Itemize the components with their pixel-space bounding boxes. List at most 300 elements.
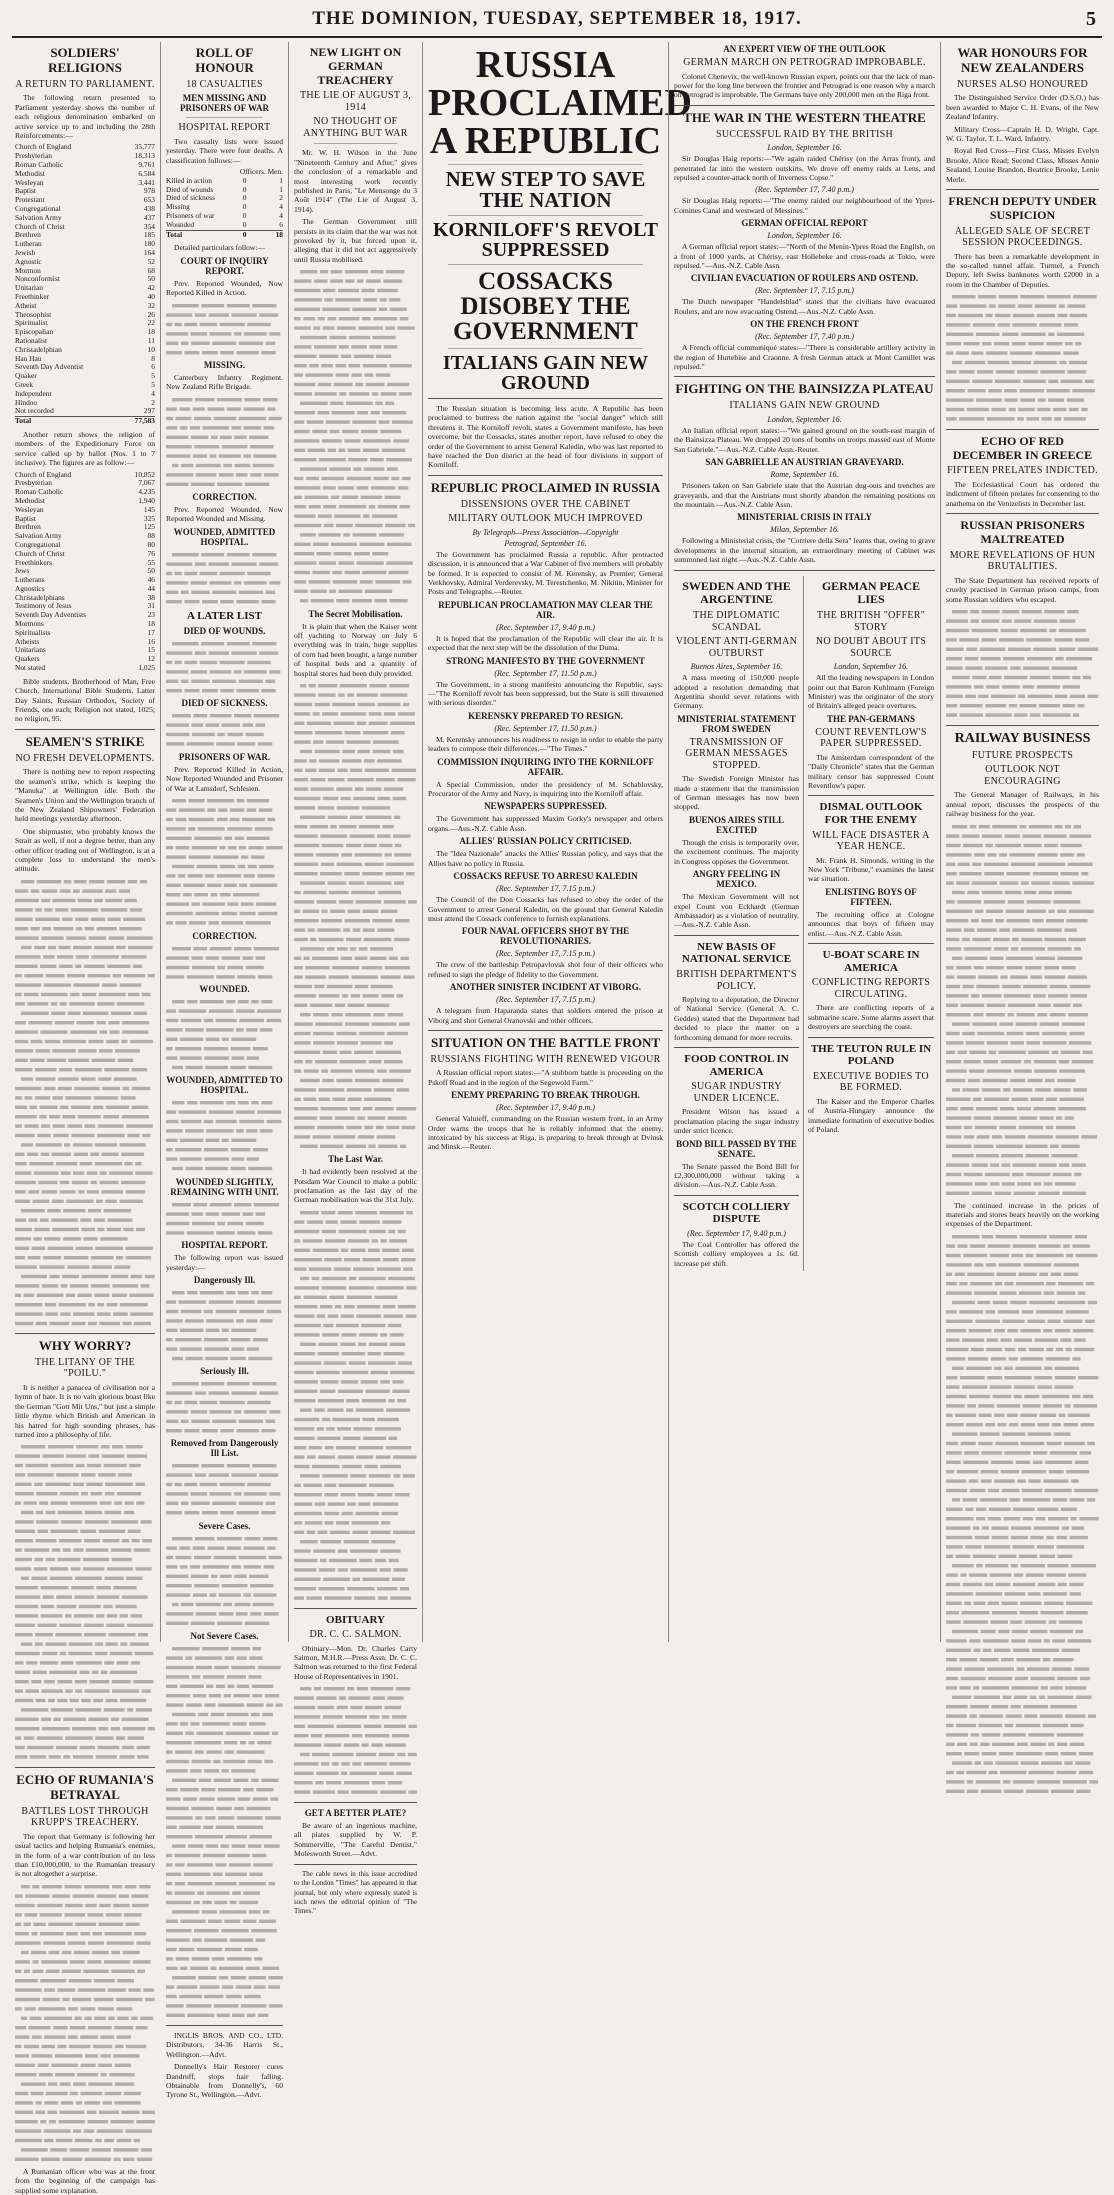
text-block-texture	[294, 1208, 417, 1603]
row-value: 0	[242, 219, 247, 229]
removed-list-body	[166, 1461, 283, 1517]
row-label: Missing	[166, 202, 190, 212]
column-2	[160, 42, 288, 2100]
san-gabriele-dateline: Rome, September 16.	[770, 470, 839, 480]
text-block-texture	[166, 1200, 283, 1238]
row-value: 0	[242, 193, 247, 203]
table-row	[15, 293, 155, 302]
seriously-ill-heading: Seriously Ill.	[200, 1366, 249, 1377]
wounded-hospital-body	[166, 1098, 283, 1173]
row-value: 9,761	[138, 160, 155, 169]
seamens-strike-subheading: NO FRESH DEVELOPMENTS.	[15, 752, 155, 764]
row-label: Seventh Day Adventist	[15, 362, 84, 372]
row-label: Killed in action	[166, 175, 212, 185]
wounded-admitted-body	[166, 550, 283, 606]
died-of-sickness-heading: DIED OF SICKNESS.	[181, 698, 268, 709]
row-value: 5	[151, 379, 155, 389]
row-label: Freethinkers	[15, 557, 52, 567]
bainsizza-dateline: London, September 16.	[767, 414, 842, 424]
row-value: 1,940	[138, 495, 155, 505]
row-value: 52	[147, 256, 155, 266]
table-total-row	[166, 230, 283, 239]
masthead-title: THE DOMINION, TUESDAY, SEPTEMBER 18, 1917.	[312, 8, 802, 29]
future-prospects-subheading: FUTURE PROSPECTS	[971, 749, 1074, 761]
row-value: 2	[279, 193, 283, 203]
row-value: 44	[147, 583, 155, 593]
correction-text: Prev. Reported Wounded, Now Reported Wounded and Missing.	[166, 504, 283, 524]
row-value: 16	[147, 636, 155, 646]
court-inquiry-heading: COURT OF INQUIRY REPORT.	[180, 255, 269, 276]
text-block-texture	[294, 681, 417, 1151]
row-value: 437	[143, 212, 155, 222]
buenos-aires-text: Though the crisis is temporarily over, the excitement continues. The majority in Congress opposes the Government.	[674, 837, 799, 866]
treachery-paragraph-3: It is plain that when the Kaiser went off yachting to Norway on July 6 everything was in train, huge supplies of corn had been bought, a large number of hospital beds and a quantity of hospital stores had been duly provided.	[294, 621, 418, 678]
row-value: 185	[143, 230, 155, 240]
french-front-received: (Rec. September 17, 7.40 p.m.)	[755, 332, 854, 342]
dismal-outlook-text: Mr. Frank H. Simonds, writing in the New York "Tribune," examines the latest war situation.	[808, 855, 934, 884]
expert-view-text: Colonel Chenevix, the well-known Russian expert, points out that the lack of man-power for the long line between the frontier and Petrograd is one reason why a march on Petrograd is improbable. The Germans have only 200,000 men on the Riga front.	[674, 71, 935, 100]
war-honours-text: The Distinguished Service Order (D.S.O.) has been awarded to Major C. H. Evans, of the New Zealand Infantry.	[946, 93, 1099, 122]
row-value: 46	[147, 575, 155, 585]
received-3: (Rec. September 17, 11.50 p.m.)	[494, 723, 597, 733]
republic-text: The Government has proclaimed Russia a republic. After protracted discussion, it is announced that a War Cabinet of five members will probably be formed. It is expected to consist of M. Kerensky, as Premier; General Verkhovsky, Admiral Verderevsky, M. Terestchenko, M. Nikitin, Minister for Posts and Telegraphs.—Reuter.	[428, 549, 663, 597]
text-block-texture	[166, 550, 283, 606]
ministerial-crisis-text: Following a Ministerial crisis, the "Corriere della Sera" learns that, owing to grave developments in the internal situation, an extraordinary meeting of Cabinet was summoned last night.—Aus.-N.Z. Cable Assn.	[674, 536, 935, 565]
prisoners-of-war-heading: PRISONERS OF WAR.	[178, 751, 271, 762]
text-block-texture	[166, 1461, 283, 1517]
treachery-paragraph-2: The German Government still persists in its claim that the war was not provoked by it, but forced upon it, alleging that it did not act aggressively until Russia mobilised.	[294, 217, 417, 264]
not-severe-heading: Not Severe Cases.	[190, 1630, 259, 1641]
sweden-argentine-heading: SWEDEN AND THE ARGENTINE	[682, 578, 791, 607]
row-label: Roman Catholic	[15, 487, 64, 497]
french-deputy-heading: FRENCH DEPUTY UNDER SUSPICION	[948, 194, 1097, 222]
mexico-heading: ANGRY FEELING IN MEXICO.	[692, 869, 781, 890]
soldiers-religions-subheading: A RETURN TO PARLIAMENT.	[15, 78, 155, 90]
german-official-text: A German official report states:—"North of the Menin-Ypres Road the English, on a front of 1000 yards, at Chérisy, east Hollebeke and cross-roads at Tokio, were repulsed."—Aus.-N.Z. Cable Assn.	[674, 242, 935, 270]
row-label: Presbyterian	[15, 478, 52, 488]
roulers-heading: CIVILIAN EVACUATION OF ROULERS AND OSTEND.	[690, 273, 919, 284]
row-value: 22	[147, 318, 155, 328]
western-text-2: Sir Douglas Haig reports:—"The enemy raided our neighbourhood of the Ypres-Comines Canal and westward of Messines."	[674, 196, 935, 215]
wounded-heading: WOUNDED.	[199, 984, 250, 995]
russia-republic-headline: RUSSIA PROCLAIMED A REPUBLIC	[428, 44, 692, 162]
correction-2-body	[166, 944, 283, 982]
row-value: 1	[279, 184, 283, 194]
western-dateline: London, September 16.	[767, 143, 842, 153]
column-5b	[804, 576, 934, 1138]
why-worry-heading: WHY WORRY?	[38, 1337, 132, 1353]
colliery-dispute-text: The Coal Controller has offered the Scottish colliery employees a 1s. 6d. increase per shift.	[674, 1240, 799, 1268]
total-value: 77,583	[123, 417, 155, 426]
page-number: 5	[1086, 8, 1096, 30]
correction-heading: CORRECTION.	[192, 491, 257, 502]
row-value: 40	[147, 291, 155, 301]
row-label: Methodist	[15, 495, 45, 505]
casualty-summary-table	[166, 168, 283, 239]
san-gabriele-text: Prisoners taken on San Gabriele state that the Austrian dug-outs and trenches are graveyards, and that the Austrians must shortly abandon the remaining positions on the mountain.—Aus.-N.Z. Cable Assn.	[674, 481, 935, 509]
treachery-paragraph-4: It had evidently been resolved at the Potsdam War Council to make a public proclamation as the last day of the German mobilisation was the 31st July.	[294, 1167, 417, 1205]
row-value: 653	[143, 195, 155, 205]
text-block-texture	[946, 822, 1099, 1198]
cossacks-headline: COSSACKS DISOBEY THE GOVERNMENT	[453, 268, 638, 345]
row-label: Congregational	[15, 539, 61, 549]
seriously-ill-body	[166, 1379, 283, 1435]
seamens-strike-heading: SEAMEN'S STRIKE	[25, 733, 145, 749]
western-theatre-subheading: SUCCESSFUL RAID BY THE BRITISH	[716, 128, 893, 140]
casualties-count: 18 CASUALTIES	[186, 78, 263, 90]
row-value: 23	[147, 610, 155, 620]
died-of-wounds-body	[166, 639, 283, 695]
row-label: Quaker	[15, 371, 37, 381]
treachery-body-3	[294, 1208, 417, 1603]
row-label: Methodist	[15, 168, 45, 178]
food-control-subheading: SUGAR INDUSTRY UNDER LICENCE.	[691, 1081, 782, 1104]
strike-paragraph-1: There is nothing new to report respecting the seamen's strike, which is keeping the "Manuka" at Wellington idle. Both the Seamen's Union and the Wellington branch of the New Zealand Shipowners' Federation held meetings yesterday afternoon.	[15, 767, 155, 824]
row-value: 10,852	[134, 469, 155, 479]
row-label: Unitarian	[15, 283, 43, 293]
transmission-subheading: TRANSMISSION OF GERMAN MESSAGES STOPPED.	[685, 736, 788, 771]
row-value: 125	[143, 522, 155, 532]
viborg-text: A telegram from Haparanda states that soldiers entered the prison at Viborg and shot General Oranovski and other officers.	[428, 1006, 663, 1025]
no-thought-subheading: NO THOUGHT OF ANYTHING BUT WAR	[303, 116, 408, 139]
enlisting-boys-text: The recruiting office at Cologne announces that boys of fifteen may enlist.—Aus.-N.Z. Cable Assn.	[808, 909, 934, 938]
row-label: Presbyterian	[15, 151, 52, 161]
naval-officers-text: The crew of the battleship Petropavlovsk shot four of their officers who refused to sign the pledge of fidelity to the Government.	[428, 960, 663, 979]
roulers-received: (Rec. September 17, 7.15 p.m.)	[755, 286, 854, 296]
row-value: 18	[147, 327, 155, 337]
bainsizza-subheading: ITALIANS GAIN NEW GROUND	[729, 400, 880, 412]
french-front-heading: ON THE FRENCH FRONT	[750, 319, 859, 330]
text-block-texture	[166, 1098, 283, 1173]
expert-view-heading: AN EXPERT VIEW OF THE OUTLOOK	[723, 44, 886, 54]
total-label: Total	[166, 230, 228, 239]
treachery-body-1	[294, 267, 417, 605]
better-plate-advert: Be aware of an ingenious machine, all plates supplied by W. P. Sommerville, "The Careful Dentist," Molesworth Street.—Advt.	[294, 1821, 417, 1859]
row-label: Brethren	[15, 230, 41, 240]
severe-cases-body	[166, 1534, 283, 1628]
row-label: Protestant	[15, 195, 45, 205]
text-block-texture	[166, 395, 283, 489]
treachery-paragraph-1: Mr. W. H. Wilson in the June "Nineteenth Century and After," gives the conclusion of a remarkable and most interesting work recently published in Paris, "Le Mensonge du 3 Août 1914" (The Lie of August 3, 1914).	[294, 148, 417, 214]
mexico-text: The Mexican Government will not expel Count von Eckhardt (German Ambassador) as a violation of neutrality.—Aus.-N.Z. Cable Assn.	[674, 892, 799, 930]
row-value: 145	[143, 504, 155, 514]
cossacks-refuse-text: The Council of the Don Cossacks has refused to obey the order of the Government to arrest General Kaledin, on the ground that General Kaledin must attend the Cossack conference to furnish explanations.	[428, 895, 663, 923]
row-label: Mormons	[15, 619, 44, 629]
row-value: 180	[143, 239, 155, 249]
row-value: 4	[279, 202, 283, 212]
red-cross-text: Royal Red Cross—First Class, Misses Evelyn Brooke, Alice Read; Second Class, Misses Annie Sealand, Louise Brandon, Beatrice Brooke, Lenie Merle.	[946, 146, 1099, 184]
row-label: Atheist	[15, 300, 37, 310]
row-value: 15	[147, 645, 155, 655]
total-value: 0	[228, 230, 246, 239]
row-value: 88	[147, 531, 155, 541]
row-value: 80	[147, 539, 155, 549]
secret-mobilisation-heading: The Secret Mobilisation.	[308, 608, 403, 619]
republic-proclaimed-heading: REPUBLIC PROCLAIMED IN RUSSIA	[430, 479, 661, 495]
row-value: 0	[242, 175, 247, 185]
row-label: Died of wounds	[166, 184, 214, 194]
row-label: Agnostics	[15, 583, 45, 593]
bond-bill-heading: BOND BILL PASSED BY THE SENATE.	[676, 1138, 797, 1159]
railway-body-2	[946, 1232, 1099, 1796]
ministerial-statement-text: The Swedish Foreign Minister has made a statement that the transmission of German messages has now been stopped.	[674, 774, 799, 812]
table-row	[15, 407, 155, 416]
summary-header: Officers. Men.	[239, 167, 283, 177]
uboat-scare-heading: U-BOAT SCARE IN AMERICA	[822, 949, 920, 974]
colliery-received: (Rec. September 17, 9.40 p.m.)	[687, 1229, 786, 1239]
battle-front-subheading: RUSSIANS FIGHTING WITH RENEWED VIGOUR	[430, 1053, 661, 1065]
row-label: Not recorded	[15, 406, 54, 416]
german-official-heading: GERMAN OFFICIAL REPORT	[741, 218, 868, 229]
row-value: 8	[151, 353, 155, 363]
text-block-texture	[166, 711, 283, 749]
row-value: 50	[147, 274, 155, 284]
column-1	[10, 42, 160, 2195]
total-label: Total	[15, 417, 123, 426]
table-row	[15, 506, 155, 515]
colliery-dispute-heading: SCOTCH COLLIERY DISPUTE	[682, 1200, 791, 1226]
table-row	[15, 240, 155, 249]
bainsizza-heading: FIGHTING ON THE BAINSIZZA PLATEAU	[675, 381, 934, 397]
last-war-heading: The Last War.	[328, 1154, 383, 1165]
text-block-texture	[15, 1882, 155, 2164]
german-official-dateline: London, September 16.	[767, 231, 842, 241]
row-label: Died of sickness	[166, 193, 215, 203]
strike-paragraph-2: One shipmaster, who probably knows the Strait as well, if not a degree better, than any other officer trading out of Wellington, is at a complete loss to understand the men's attitude.	[15, 826, 155, 874]
religions-intro: The following return presented to Parliament yesterday shows the number of each religious denomination embarked on active service up to and including the 28th Reinforcements:—	[15, 93, 155, 140]
rumania-body	[15, 1882, 155, 2164]
row-value: 10	[147, 344, 155, 354]
battle-front-heading: SITUATION ON THE BATTLE FRONT	[431, 1034, 660, 1050]
row-value: 18,313	[134, 151, 155, 161]
cable-note: The cable news in this issue accredited to the London "Times" has appeared in that journal, but only where expressly stated is such news the editorial opinion of "The Times."	[294, 1869, 417, 1916]
row-value: 42	[147, 283, 155, 293]
dangerously-ill-heading: Dangerously Ill.	[193, 1274, 256, 1285]
row-label: Theosophist	[15, 309, 52, 319]
correction-2-heading: CORRECTION.	[192, 930, 257, 941]
received-2: (Rec. September 17, 11.50 p.m.)	[494, 668, 597, 678]
enlisting-boys-heading: ENLISTING BOYS OF FIFTEEN.	[825, 886, 917, 907]
why-worry-subheading: THE LITANY OF THE "POILU."	[34, 1356, 136, 1380]
court-inquiry-body	[166, 301, 283, 357]
row-value: 35,777	[134, 142, 155, 152]
not-severe-body	[166, 1644, 283, 2020]
row-value: 11	[147, 335, 155, 345]
row-value: 0	[242, 184, 247, 194]
text-block-texture	[166, 1288, 283, 1363]
row-value: 76	[147, 548, 155, 558]
row-value: 38	[147, 592, 155, 602]
food-control-heading: FOOD CONTROL IN AMERICA	[684, 1053, 789, 1078]
viborg-heading: ANOTHER SINISTER INCIDENT AT VIBORG.	[449, 982, 642, 993]
later-list-heading: A LATER LIST	[187, 610, 262, 623]
italians-headline: ITALIANS GAIN NEW GROUND	[442, 352, 649, 394]
row-label: Salvation Army	[15, 212, 62, 222]
row-value: 354	[143, 221, 155, 231]
text-block-texture	[166, 1534, 283, 1628]
french-front-text: A French official communiqué states:—"There is considerable artillery activity in the region of Hurtebise and Craonne. A fresh German attack at Mont Carnillet was repulsed."	[674, 343, 935, 372]
row-label: Seventh Day Adventists	[15, 610, 87, 620]
died-of-sickness-body	[166, 711, 283, 749]
table-row	[15, 179, 155, 188]
died-of-wounds-heading: DIED OF WOUNDS.	[183, 625, 266, 636]
row-label: Church of England	[15, 469, 72, 479]
railway-body-1	[946, 822, 1099, 1198]
newspapers-heading: NEWSPAPERS SUPPRESSED.	[484, 801, 607, 812]
dissensions-subheading: DISSENSIONS OVER THE CABINET	[460, 498, 631, 510]
row-label: Spiritualist	[15, 318, 48, 328]
hun-brutalities-subheading: MORE REVELATIONS OF HUN BRUTALITIES.	[949, 549, 1096, 573]
treachery-body-2	[294, 681, 417, 1151]
peace-lies-dateline: London, September 16.	[833, 662, 909, 672]
row-label: Baptist	[15, 186, 36, 196]
proclamation-text: It is hoped that the proclamation of the Republic will clear the air. It is expected that the next step will be the dissolution of the Duma.	[428, 633, 663, 653]
row-value: 2	[151, 397, 155, 407]
row-label: Hindoo	[15, 397, 38, 407]
row-value: 5	[151, 371, 155, 381]
religions-closing: Bible students, Brotherhood of Man, Free Church, International Bible Students, Latter Day Saints, Russian Orthodox, Society of Friends, one each; Religion not stated, 1025; no religion, 95.	[15, 676, 155, 724]
uboat-scare-subheading: CONFLICTING REPORTS CIRCULATING.	[811, 977, 931, 1000]
obituary-text: Obituary—Mon. Dr. Charles Carty Salmon, M.H.R.—Press Assn. Dr. C. C. Salmon was returned to the first Federal House of Representatives in 1901.	[294, 1643, 417, 1681]
row-value: 32	[147, 300, 155, 310]
wounded-body	[166, 997, 283, 1072]
row-value: 4	[151, 388, 155, 398]
row-value: 12	[147, 654, 155, 664]
poland-text: The Kaiser and the Emperor Charles of Austria-Hungary announce the immediate formation of executive bodies of Poland.	[808, 1096, 934, 1135]
prelates-subheading: FIFTEEN PRELATES INDICTED.	[947, 465, 1098, 477]
row-value: 55	[147, 557, 155, 567]
wounded-admitted-heading: WOUNDED, ADMITTED HOSPITAL.	[173, 526, 276, 547]
german-treachery-heading: NEW LIGHT ON GERMAN TREACHERY	[309, 45, 402, 87]
column-3	[288, 42, 422, 1916]
row-label: Christadelphians	[15, 592, 65, 602]
row-value: 6,584	[138, 168, 155, 178]
detail-lead: Detailed particulars follow:—	[174, 243, 266, 253]
commission-text: A Special Commission, under the presidency of M. Schablovsky, Procurator of the Army and Navy, is inquiring into the Korniloff affair.	[428, 779, 663, 799]
missing-text: Canterbury Infantry Regiment. New Zealand Rifle Brigade.	[166, 373, 283, 392]
row-label: Agnostic	[15, 256, 42, 266]
railway-text-2: The continued increase in the prices of materials and stores bears heavily on the working expenses of the Department.	[946, 1200, 1099, 1229]
naval-officers-heading: FOUR NAVAL OFFICERS SHOT BY THE REVOLUTIONARIES.	[461, 926, 630, 947]
kerensky-text: M. Kerensky announces his readiness to resign in order to enable the party leaders to compose their differences.—"The Times."	[428, 734, 663, 754]
row-label: Hau Hau	[15, 353, 42, 363]
ministerial-statement-heading: MINISTERIAL STATEMENT FROM SWEDEN	[677, 713, 796, 734]
roll-of-honour-heading: ROLL OF HONOUR	[195, 45, 254, 75]
received-7: (Rec. September 17, 9.40 p.m.)	[496, 1103, 595, 1113]
french-deputy-text: There has been a remarkable development in the so-called tunnel affair. Turmel, a French Deputy, left Swiss banknotes worth £2000 in a room in the Chamber of Deputies.	[946, 251, 1099, 289]
cossacks-refuse-heading: COSSACKS REFUSE TO ARRESU KALEDIN	[453, 871, 638, 882]
military-outlook-subheading: MILITARY OUTLOOK MUCH IMPROVED	[448, 513, 643, 525]
row-label: Church of Christ	[15, 221, 65, 231]
battle-front-text: A Russian official report states:—"A stubborn battle is proceeding on the Pskoff Road and in the region of the Segewold Farm."	[428, 1068, 663, 1087]
row-value: 325	[143, 513, 155, 523]
text-block-texture	[166, 796, 283, 928]
row-label: Church of Christ	[15, 548, 65, 558]
row-value: 18	[147, 619, 155, 629]
received-1: (Rec. September 17, 9.40 p.m.)	[496, 622, 595, 632]
row-value: 297	[143, 406, 155, 416]
buenos-aires-heading: BUENOS AIRES STILL EXCITED	[688, 814, 785, 835]
casualty-lead: Two casualty lists were issued yesterday. There were four deaths. A classification follows:—	[166, 136, 283, 165]
red-december-heading: ECHO OF RED DECEMBER IN GREECE	[952, 433, 1093, 462]
row-value: 0	[242, 211, 247, 221]
missing-body	[166, 395, 283, 489]
text-block-texture	[946, 1232, 1099, 1796]
row-label: Wounded	[166, 219, 195, 229]
row-label: Brethren	[15, 522, 41, 532]
enemy-preparing-text: General Valuieff, commanding on the Russian western front, in an Army Order warns the troops that he is reliably informed that the enemy, intoxicated by his success at Riga, is preparing to break through at Dvinsk and Minsk.—Reuter.	[428, 1114, 663, 1152]
text-block-texture	[294, 1684, 417, 1797]
text-block-texture	[946, 607, 1099, 720]
russia-lead: The Russian situation is becoming less acute. A Republic has been proclaimed to buttress the nation against the "social danger" which still threatens it. The Korniloff revolt, states a Government manifesto, has been overcome, but the Cossacks, states another report, have refused to obey the order of the Government to arrest General Kaledin, who was last reported to have reached the Don district at the head of four divisions in support of Korniloff.	[428, 404, 663, 470]
newspapers-text: The Government has suppressed Maxim Gorky's newspaper and others organs.—Aus.-N.Z. Cable Assn.	[428, 814, 663, 833]
row-value: 31	[147, 601, 155, 611]
rumania-paragraph: The report that Germany is following her usual tactics and helping Rumania's enemies, in the form of a war contribution of no less than £10,000,000, to the Rumanian treasury is not altogether a surprise.	[15, 1831, 155, 1879]
column-6	[940, 42, 1104, 1642]
row-value: 68	[147, 265, 155, 275]
russian-prisoners-text: The State Department has received reports of cruelty practised in German prison camps, from some Russian soldiers who escaped.	[946, 575, 1099, 604]
hospital-report-2-heading: HOSPITAL REPORT.	[181, 1240, 268, 1251]
rumania-end: A Rumanian officer who was at the front from the beginning of the campaign has supplied some explanation.	[15, 2166, 155, 2195]
table-row	[15, 372, 155, 381]
text-block-texture	[15, 1442, 155, 1762]
columns	[10, 42, 1104, 2195]
roulers-text: The Dutch newspaper "Handelsblad" states that the civilians have evacuated Roulers, and are now evacuating Ostend.—Aus.-N.Z. Cable Assn.	[674, 297, 935, 316]
manifesto-text: The Government, in a strong manifesto announcing the Republic, says:—"The Korniloff revolt has been suppressed, but the State is still threatened with serious disorder."	[428, 679, 663, 708]
anti-german-subheading: VIOLENT ANTI-GERMAN OUTBURST	[675, 636, 798, 659]
severe-cases-heading: Severe Cases.	[198, 1520, 251, 1531]
dismal-outlook-heading: DISMAL OUTLOOK FOR THE ENEMY	[819, 801, 923, 827]
row-value: 438	[143, 203, 155, 213]
diplomatic-scandal-subheading: THE DIPLOMATIC SCANDAL	[693, 610, 780, 633]
enemy-preparing-heading: ENEMY PREPARING TO BREAK THROUGH.	[451, 1090, 640, 1101]
german-peace-lies-heading: GERMAN PEACE LIES	[821, 578, 921, 607]
row-label: Quakers	[15, 654, 40, 664]
national-service-heading: NEW BASIS OF NATIONAL SERVICE	[681, 940, 792, 966]
row-value: 978	[143, 186, 155, 196]
row-label: Testimony of Jesus	[15, 601, 72, 611]
text-block-texture	[15, 877, 155, 1328]
inglis-advert: INGLIS BROS. AND CO., LTD. Distributors, 34-36 Harris St., Wellington.—Advt.	[166, 2030, 283, 2059]
missing-prisoners-subheading: MEN MISSING AND PRISONERS OF WAR	[179, 93, 269, 114]
western-text-1: Sir Douglas Haig reports:—"We again raided Chérisy (on the Arras front), and penetrated far into the western outskirts. We drove off enemy raids at Lens, and repulsed a counter-attack north of Inverness Copse."	[674, 154, 935, 182]
row-value: 6	[279, 219, 283, 229]
row-label: Christadelphian	[15, 344, 62, 354]
russian-prisoners-body	[946, 607, 1099, 720]
better-plate-heading: GET A BETTER PLATE?	[304, 1808, 407, 1819]
text-block-texture	[166, 301, 283, 357]
row-label: Prisoners of war	[166, 211, 215, 221]
kerensky-heading: KERENSKY PREPARED TO RESIGN.	[468, 710, 623, 721]
row-label: Freethinker	[15, 291, 50, 301]
text-block-texture	[166, 639, 283, 695]
allies-policy-text: The "Idea Nazionale" attacks the Allies' Russian policy, and says that the Allies have no policy in Russia.	[428, 849, 663, 868]
expert-view-subheading: GERMAN MARCH ON PETROGRAD IMPROBABLE.	[683, 57, 926, 68]
text-block-texture	[166, 1644, 283, 2020]
rumania-subheading: BATTLES LOST THROUGH KRUPP'S TREACHERY.	[21, 1805, 149, 1829]
row-label: Not stated	[15, 663, 46, 673]
prisoners-of-war-text: Prev. Reported Killed in Action, Now Reported Wounded and Prisoner of War at Lamsdorf, Schlesien.	[166, 764, 283, 793]
row-label: Jews	[15, 566, 30, 576]
religions-table-2	[15, 471, 155, 673]
row-label: Atheists	[15, 636, 40, 646]
save-nation-headline: NEW STEP TO SAVE THE NATION	[445, 167, 646, 212]
why-worry-paragraph: It is neither a panacea of civilisation nor a hymn of hate. It is no vain glorious boast like the German "Gott Mit Uns," but just a simple little rhyme which British and American in his hatred for high sounding phrases, has turned into a philosophy of life.	[15, 1382, 155, 1439]
row-value: 4	[279, 211, 283, 221]
row-value: 3,441	[138, 177, 155, 187]
commission-heading: COMMISSION INQUIRING INTO THE KORNILOFF AFFAIR.	[437, 756, 654, 777]
row-label: Rationalist	[15, 335, 48, 345]
